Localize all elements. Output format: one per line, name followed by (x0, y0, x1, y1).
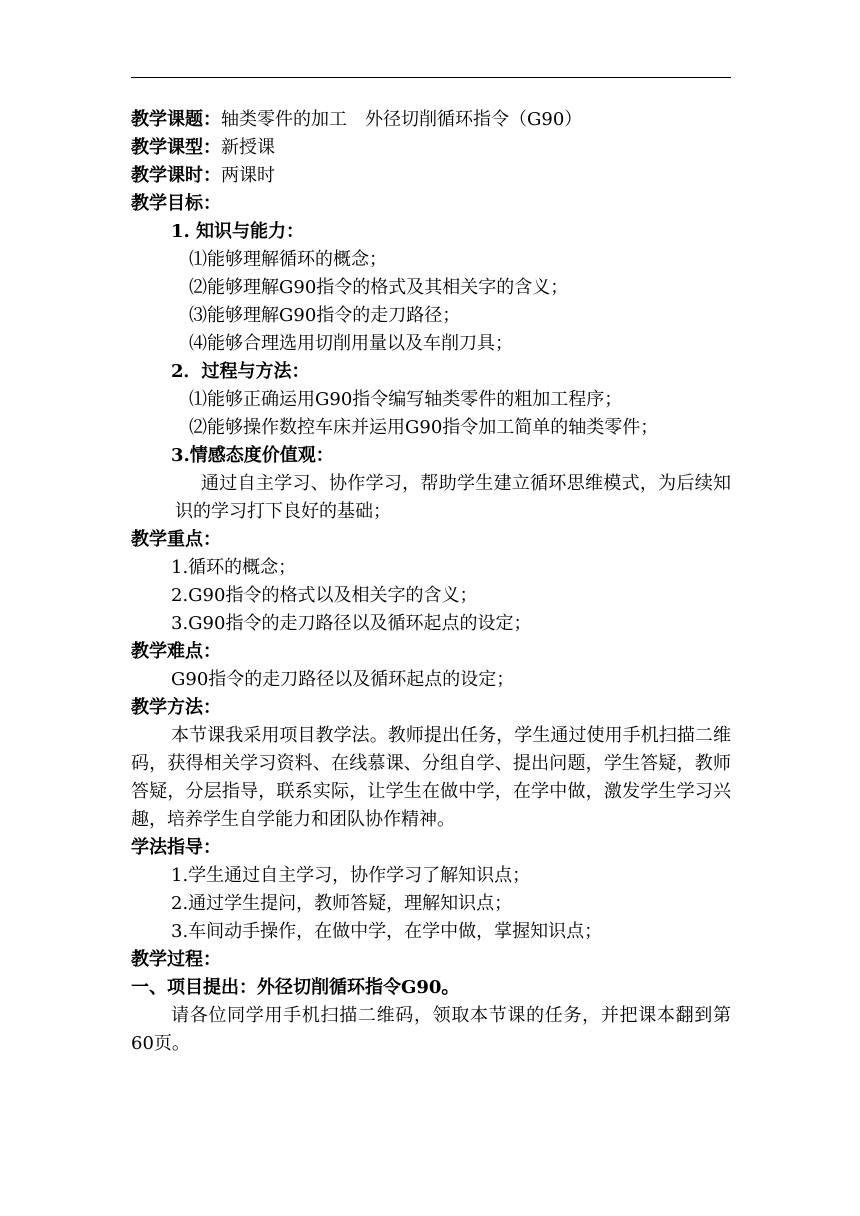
goal1-item: ⑴能够理解循环的概念； (189, 249, 387, 270)
hours-line (131, 162, 731, 190)
topic-label: 教学课题： (131, 109, 221, 130)
method-paragraph: 本节课我采用项目教学法。教师提出任务，学生通过使用手机扫描二维码，获得相关学习资料、在线慕课、分组自学、提出问题，学生答疑，教师答疑，分层指导，联系实际，让学生在做中学，在学中做，激发学生学习兴趣，培养学生自学能力和团队协作精神。 (131, 725, 731, 830)
hours-label: 教学课时： (131, 165, 221, 186)
section1-title: 一、项目提出：外径切削循环指令G90。 (131, 977, 460, 998)
difficulty-heading: 教学难点： (131, 641, 221, 662)
goal1-item: ⑷能够合理选用切削用量以及车削刀具； (189, 333, 513, 354)
goal3-paragraph: 通过自主学习、协作学习，帮助学生建立循环思维模式，为后续知识的学习打下良好的基础； (175, 473, 731, 522)
goal2-item: ⑴能够正确运用G90指令编写轴类零件的粗加工程序； (189, 389, 623, 410)
method-heading: 教学方法： (131, 697, 221, 718)
goals-heading: 教学目标： (131, 193, 221, 214)
goal2-item: ⑵能够操作数控车床并运用G90指令加工简单的轴类零件； (189, 417, 659, 438)
key-item: 3.G90指令的走刀路径以及循环起点的设定； (171, 613, 532, 634)
type-line (131, 134, 731, 162)
section1-paragraph: 请各位同学用手机扫描二维码，领取本节课的任务，并把课本翻到第60页。 (131, 1005, 731, 1054)
key-item: 1.循环的概念； (171, 557, 297, 578)
key-item: 2.G90指令的格式以及相关字的含义； (171, 585, 478, 606)
study-item: 2.通过学生提问，教师答疑，理解知识点； (171, 893, 513, 914)
goal3-title: 3.情感态度价值观： (171, 445, 334, 466)
study-item: 1.学生通过自主学习，协作学习了解知识点； (171, 865, 531, 886)
goal2-title: 2．过程与方法： (171, 361, 310, 382)
header-rule (131, 77, 731, 78)
type-value: 新授课 (221, 137, 275, 158)
lesson-plan-document (131, 106, 731, 1058)
key-heading: 教学重点： (131, 529, 221, 550)
study-heading: 学法指导： (131, 837, 221, 858)
goal1-item: ⑵能够理解G90指令的格式及其相关字的含义； (189, 277, 569, 298)
topic-value: 轴类零件的加工 外径切削循环指令（G90） (221, 109, 583, 130)
process-heading: 教学过程： (131, 949, 221, 970)
goal1-item: ⑶能够理解G90指令的走刀路径； (189, 305, 461, 326)
topic-line (131, 106, 731, 134)
study-item: 3.车间动手操作，在做中学，在学中做，掌握知识点； (171, 921, 603, 942)
type-label: 教学课型： (131, 137, 221, 158)
goal1-title: 1. 知识与能力： (171, 221, 305, 242)
difficulty-text: G90指令的走刀路径以及循环起点的设定； (171, 669, 515, 690)
hours-value: 两课时 (221, 165, 275, 186)
